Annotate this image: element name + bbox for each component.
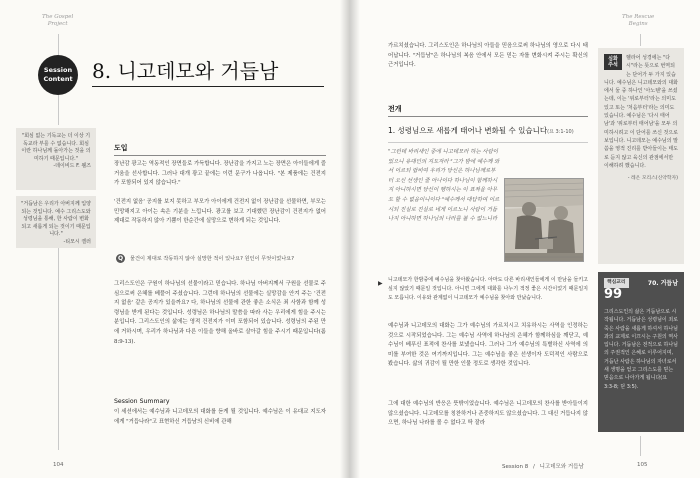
footer-session-number: Session 8 [502,464,529,470]
body-paragraph: 그에 대한 예수님의 반응은 뜻밖이었습니다. 예수님은 니고데모의 찬사를 받아들이지 않으셨습니다. 니고데모를 칭찬하거나 존중하지도 않으셨습니다. 그 대신 거듭나지 않으면, 하나님 나라를 볼 수 없다고 딱 잘라 [388,401,588,427]
title-rule [92,86,324,87]
bullet-paragraph: 니고데모가 한밤중에 예수님을 찾아왔습니다. 아마도 다른 바리새인들에게 이 만남을 들키고 싶지 않았기 때문일 것입니다. 아니면 그에게 대화를 나누기 적정 좋은 시간이었기 때문일지도 모릅니다. 이유와 관계없이 니고데모가 예수님을 찾아와 만났습니다. [388,277,588,301]
quote-source: -티모시 켈러 [63,238,91,245]
core-body: 그리스도인의 삶은 거듭남으로 시작됩니다. 거듭남은 성령님이 죄로 죽은 사람을 새롭게 하셔서 하나님과의 교제로 이끄시는 구원의 역사입니다. 거듭남은 전적으로 하나님의 주권적인 은혜로 이루어지며, 거듭난 사람은 하나님의 자녀로서 새 생명을 얻고 그리스도를 믿는 믿음으로 나아가게 됩니다(요 3:3-8; 딛 3:5). [604,309,678,390]
core-doctrine-box [598,272,684,432]
page-number: 104 [53,462,64,468]
subsection-title: 1. 성령님으로 새롭게 태어나 변화될 수 있습니다 [388,126,548,135]
core-title: 70. 거듭남 [647,280,678,287]
subsection-rule [388,142,588,143]
body-paragraph: 그리스도인은 구원이 하나님의 선물이라고 믿습니다. 하나님 아버지께서 구원을 선물로 주심으로써 은혜를 베풀어 주셨습니다. 그런데 하나님의 선물에는 실망감을 안겨 주는 '건전지 없음' 같은 공지가 있을까요? 다, 하나님의 선물에 관한 좋은 소식은 죄 사함과 함께 성령님을 받게 된다는 것입니다. 성령님은 하나님의 말씀을 따라 사는 우리에게 힘을 주시는 분입니다. 그리스도인의 삶에는 영적 건전지가 이미 포함되어 있습니다. 성령님의 주된 만에 거하시며, 우리가 하나님과 다른 이들을 향해 올바로 살아갈 힘을 주시기 때문입니다(롬 8:9-13). [114,281,326,345]
core-number: 99 [604,287,623,302]
running-head-line: Project [47,21,68,27]
nicodemus-illustration [504,178,584,262]
scripture-reference: (요 3:1-10) [547,129,574,135]
note-source: - 레온 모리스(신약학자) [627,176,678,182]
section-rule [114,155,326,156]
subsection-heading [388,125,598,136]
section-label-development: 전개 [388,105,402,113]
section-label-intro: 도입 [114,144,128,152]
side-quote [16,196,96,248]
note-body: 헬라어 성경에는 "다시"라는 뜻으로 번역되는 단어가 두 가지 있습니다. 예수님은 니고데모와의 대화에서 둘 중 하나인 '아노텐'을 쓰셨는데, 이는 '위로부터'라는 의미도 있고 또는 '처음부터'라는 의미도 있습니다. 예수님은 '다시 태어남'과 '위로부터 태어남'을 모두 의미하시려고 이 단어를 쓰신 것으로 보입니다. 니고데모는 예수님의 말씀을 영적 진리를 받아들이는 태도로 듣지 않고 육신의 관점에서만 이해하려 했습니다. [604,55,678,169]
running-head-left [42,14,73,28]
core-tag: 핵심교리 [604,278,629,288]
body-paragraph: 예수님과 니고데모의 대화는 그가 예수님의 가르치시고 치유하시는 사역을 인정하는 것으로 시작되었습니다. 그는 예수님 사역에 하나님의 은혜가 함께하심을 깨닫고, 예수님이 베푸신 표적에 찬사를 보냈습니다. 그러나 그가 예수님의 특별하신 사역에 의미를 부여한 것은 여기까지입니다. 그는 예수님을 좋은 선생이자 도덕적인 사람으로 봤습니다. 삶의 귀감이 될 만한 인물 정도로 생각한 것입니다. [388,323,588,368]
question-icon: Q [117,255,124,262]
footer-session [502,462,584,470]
divider-line [640,436,641,456]
footer-session-title: 니고데모와 거듭남 [539,464,584,470]
footer-separator: / [532,464,535,470]
intro-paragraph: 장난감 광고는 역동적인 장면들로 가득합니다. 장난감을 가지고 노는 장면은 아이들에게 즐거움을 선사합니다. 그러나 대개 광고 끝에는 이런 문구가 나옵니다. "본 제품에는 건전지가 포함되어 있지 않습니다." [114,161,326,187]
session-content-badge [38,55,78,95]
core-tag-group [604,278,629,302]
core-header [604,278,678,302]
quote-text: "회심 없는 기독교는 더 이상 기독교라 부를 수 없습니다. 회심이란 하나님께 돌아가는 것을 의미하기 때문입니다." [21,133,91,162]
divider-line [58,95,59,125]
running-head-right [622,14,654,28]
section-rule [388,116,588,117]
running-head-line: The Rescue [622,14,655,20]
quote-source: -데이비드 F. 웰즈 [53,163,91,169]
question-text: 물건이 제대로 작동하지 않아 실망한 적이 있나요? 원인이 무엇이었나요? [130,256,295,262]
note-tag: 심화 주석 [604,54,622,70]
badge-line: Session [43,66,73,74]
badge-line: Content [43,75,73,83]
divider-line [58,240,59,450]
running-head-line: The Gospel [42,14,74,20]
summary-paragraph: 이 세션에서는 예수님과 니고데모의 대화를 듣게 될 것입니다. 예수님은 이 유대교 지도자에게 "거듭나라"고 표현하신 거듭남의 신비에 관해 [114,409,326,425]
intro-paragraph: '건전지 없음' 공지를 보지 못하고 부모가 아이에게 건전지 없이 장난감을 선물하면, 부모는 민망해지고 아이는 속은 기분을 느낍니다. 광고를 보고 기대했던 장난감이 건전지가 없어 제대로 작동하지 않아 기쁨이 한순간에 실망으로 변하게 되는 것입니다. [114,199,326,225]
divider-line [58,34,59,55]
side-quote [16,128,96,190]
engraving-image [505,179,584,262]
continued-paragraph: 가르치셨습니다. 그리스도인은 하나님의 아들을 믿음으로써 하나님의 영으로 다시 태어납니다. "거듭남"은 하나님의 복음 안에서 모든 믿는 자를 변화시켜 주시는 확신의 근거입니다. [388,43,588,69]
divider-line [640,34,641,46]
quote-text: "거듭남은 우리가 아버지께 입양되는 것입니다. 예수 그리스도와 성령님을 통해, 한 사람이 변화되고 새롭게 되는 것이기 때문입니다." [21,201,91,237]
page-title: 8. 니고데모와 거듭남 [92,59,279,83]
bullet-arrow-icon: ▶ [378,280,383,287]
running-head-line: Begins [628,21,648,27]
deep-commentary-box [598,48,684,264]
page-number: 105 [637,462,648,468]
session-summary-label: Session Summary [114,398,170,405]
scripture-text: "그런데 바리새인 중에 니고데모라 하는 사람이 있으니 유대인의 지도자라 ²그가 밤에 예수께 와서 이르되 랍비여 우리가 당신은 하나님께로부터 오신 선생인 줄 아나이다 하나님이 함께하시지 아니하시면 당신이 행하시는 이 표적을 아무도 할 수 없음이니이다 ³예수께서 대답하여 이르시되 진실로 진실로 네게 이르노니 사람이 거듭나지 아니하면 하나님의 나라를 볼 수 없느니라 [388,149,500,223]
